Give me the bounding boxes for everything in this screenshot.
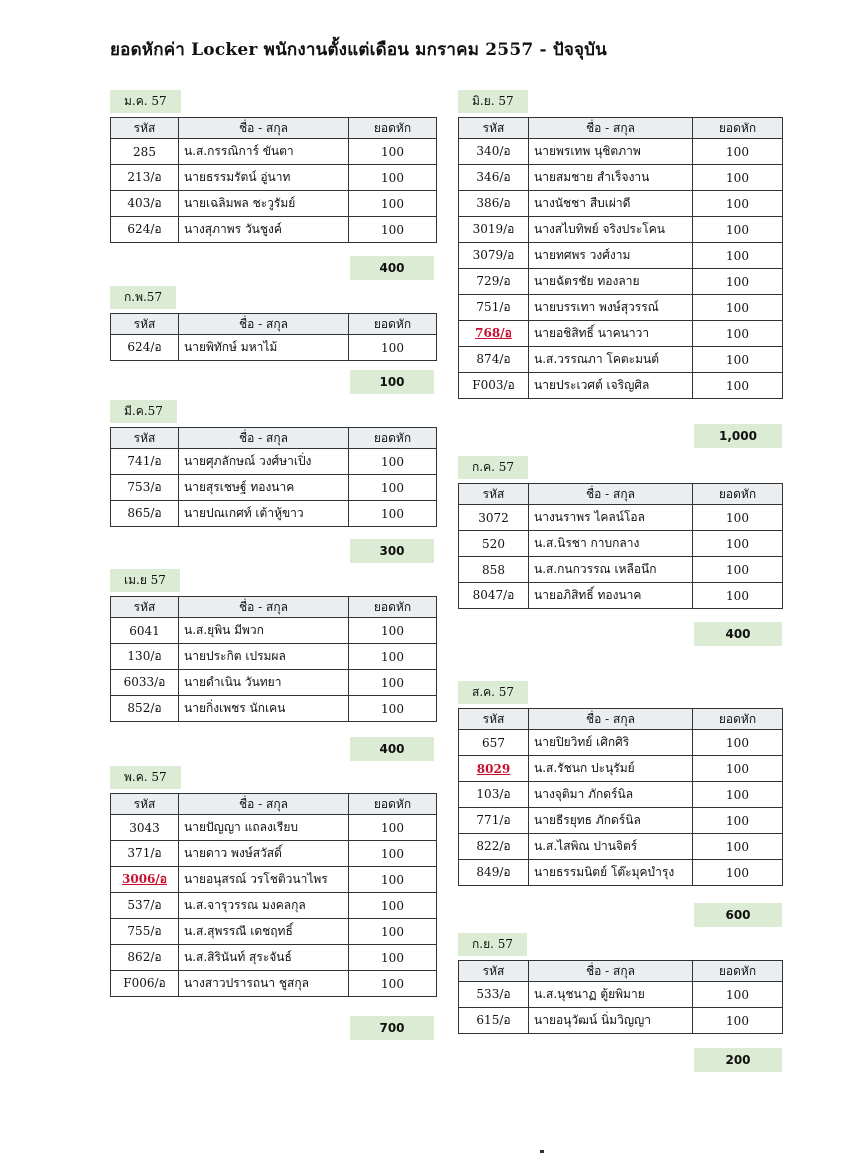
employee-name: นายปัญญา แถลงเรียบ (179, 815, 349, 841)
employee-id: 403/อ (111, 191, 179, 217)
table-row (459, 756, 783, 782)
employee-name: นายอชิสิทธิ์ นาคนาวา (529, 321, 693, 347)
employee-id: 533/อ (459, 982, 529, 1008)
month-block-6 (458, 90, 783, 399)
header-row (111, 118, 437, 139)
employee-id: 615/อ (459, 1008, 529, 1034)
deduction-amount: 100 (693, 165, 783, 191)
employee-name: น.ส.นิรชา กาบกลาง (529, 531, 693, 557)
employee-name: น.ส.ไสพิณ ปานจิตร์ (529, 834, 693, 860)
id-header: รหัส (111, 118, 179, 139)
employee-name: นางสไบทิพย์ จริงประโคน (529, 217, 693, 243)
deduction-amount: 100 (693, 217, 783, 243)
id-header: รหัส (459, 709, 529, 730)
employee-name: น.ส.นุชนาฏ ตู้ยพิมาย (529, 982, 693, 1008)
deduction-amount: 100 (693, 982, 783, 1008)
employee-name: นายบรรเทา พงษ์สุวรรณ์ (529, 295, 693, 321)
amount-header: ยอดหัก (349, 597, 437, 618)
employee-id: 3043 (111, 815, 179, 841)
deduction-amount: 100 (349, 217, 437, 243)
employee-id: 862/อ (111, 945, 179, 971)
ledger-table (110, 427, 437, 527)
employee-name: นายสมชาย สำเร็จงาน (529, 165, 693, 191)
header-row (111, 597, 437, 618)
employee-id: 386/อ (459, 191, 529, 217)
month-total: 1,000 (694, 424, 782, 448)
employee-id: 3079/อ (459, 243, 529, 269)
employee-id: 340/อ (459, 139, 529, 165)
deduction-amount: 100 (693, 347, 783, 373)
name-header: ชื่อ - สกุล (179, 314, 349, 335)
employee-id: F006/อ (111, 971, 179, 997)
table-row (111, 867, 437, 893)
employee-id: 755/อ (111, 919, 179, 945)
employee-id: 753/อ (111, 475, 179, 501)
employee-name: นายปณเกศท์ เต้าหู้ขาว (179, 501, 349, 527)
deduction-amount: 100 (693, 782, 783, 808)
employee-name: น.ส.สุพรรณี เดชฤทธิ์ (179, 919, 349, 945)
employee-name: นายดาว พงษ์สวัสดิ์ (179, 841, 349, 867)
employee-name: น.ส.กนกวรรณ เหลือนึก (529, 557, 693, 583)
table-row (111, 670, 437, 696)
employee-id: 3019/อ (459, 217, 529, 243)
employee-name: นายอนุวัฒน์ นิ่มวิญญา (529, 1008, 693, 1034)
employee-id: 852/อ (111, 696, 179, 722)
header-row (459, 118, 783, 139)
employee-name: นายพรเทพ นุชิตภาพ (529, 139, 693, 165)
deduction-amount: 100 (349, 893, 437, 919)
employee-id: F003/อ (459, 373, 529, 399)
table-row (111, 841, 437, 867)
deduction-amount: 100 (349, 971, 437, 997)
employee-name: นายศุภลักษณ์ วงศ์ษาเปิ่ง (179, 449, 349, 475)
employee-id: 346/อ (459, 165, 529, 191)
scan-mark (540, 1150, 544, 1153)
employee-name: น.ส.สิรินันท์ สุระจันธ์ (179, 945, 349, 971)
table-row (111, 893, 437, 919)
deduction-amount: 100 (693, 531, 783, 557)
deduction-amount: 100 (349, 475, 437, 501)
page-title: ยอดหักค่า Locker พนักงานตั้งแต่เดือน มกราคม 2557 - ปัจจุบัน (110, 40, 607, 60)
employee-name: นายธีรยุทธ ภักดร์นิล (529, 808, 693, 834)
month-total: 700 (350, 1016, 434, 1040)
deduction-amount: 100 (349, 919, 437, 945)
deduction-amount: 100 (349, 670, 437, 696)
employee-id: 657 (459, 730, 529, 756)
deduction-amount: 100 (693, 139, 783, 165)
name-header: ชื่อ - สกุล (529, 118, 693, 139)
deduction-amount: 100 (693, 373, 783, 399)
month-total: 100 (350, 370, 434, 394)
employee-name: นายประเวศต์ เจริญศิล (529, 373, 693, 399)
month-label: เม.ย 57 (110, 569, 180, 592)
name-header: ชื่อ - สกุล (529, 484, 693, 505)
table-row (111, 696, 437, 722)
table-row (459, 860, 783, 886)
month-label: ก.ย. 57 (458, 933, 527, 956)
employee-name: น.ส.จารุวรรณ มงคลกุล (179, 893, 349, 919)
month-total: 400 (350, 737, 434, 761)
id-header: รหัส (111, 428, 179, 449)
table-row (459, 139, 783, 165)
month-total: 300 (350, 539, 434, 563)
table-row (111, 919, 437, 945)
employee-name: นายธรรมนิตย์ โต๊ะมุคบำรุง (529, 860, 693, 886)
employee-id: 6033/อ (111, 670, 179, 696)
amount-header: ยอดหัก (349, 794, 437, 815)
table-row (111, 165, 437, 191)
deduction-amount: 100 (693, 860, 783, 886)
month-label: ส.ค. 57 (458, 681, 528, 704)
amount-header: ยอดหัก (693, 709, 783, 730)
employee-id: 537/อ (111, 893, 179, 919)
employee-name: นายปิยวิทย์ เศิกศิริ (529, 730, 693, 756)
employee-id: 849/อ (459, 860, 529, 886)
name-header: ชื่อ - สกุล (179, 597, 349, 618)
table-row (459, 808, 783, 834)
table-row (111, 618, 437, 644)
table-row (111, 644, 437, 670)
name-header: ชื่อ - สกุล (179, 428, 349, 449)
amount-header: ยอดหัก (693, 961, 783, 982)
deduction-amount: 100 (693, 808, 783, 834)
month-total: 200 (694, 1048, 782, 1072)
month-block-9 (458, 933, 783, 1034)
employee-id: 624/อ (111, 217, 179, 243)
employee-id: 3006/อ (111, 867, 179, 893)
table-row (111, 815, 437, 841)
employee-name: นายเฉลิมพล ชะวูรัมย์ (179, 191, 349, 217)
table-row (459, 373, 783, 399)
employee-name: นายดำเนิน วันทยา (179, 670, 349, 696)
table-row (459, 295, 783, 321)
employee-id: 858 (459, 557, 529, 583)
header-row (459, 484, 783, 505)
table-row (459, 321, 783, 347)
table-row (459, 583, 783, 609)
month-label: มิ.ย. 57 (458, 90, 528, 113)
deduction-amount: 100 (693, 505, 783, 531)
table-row (459, 557, 783, 583)
ledger-table (110, 313, 437, 361)
ledger-table (458, 708, 783, 886)
id-header: รหัส (459, 484, 529, 505)
deduction-amount: 100 (693, 557, 783, 583)
id-header: รหัส (459, 961, 529, 982)
employee-name: นายกิ่งเพชร นักเคน (179, 696, 349, 722)
employee-name: นายพิทักษ์ มหาไม้ (179, 335, 349, 361)
month-block-2 (110, 286, 437, 361)
table-row (459, 217, 783, 243)
table-row (111, 971, 437, 997)
table-row (111, 945, 437, 971)
month-block-8 (458, 681, 783, 886)
employee-id: 520 (459, 531, 529, 557)
ledger-table (458, 117, 783, 399)
deduction-amount: 100 (349, 841, 437, 867)
header-row (459, 961, 783, 982)
employee-id: 768/อ (459, 321, 529, 347)
header-row (111, 314, 437, 335)
employee-id: 8047/อ (459, 583, 529, 609)
ledger-table (110, 117, 437, 243)
ledger-table (110, 596, 437, 722)
employee-name: นายฉัตรชัย ทองลาย (529, 269, 693, 295)
employee-name: น.ส.กรรณิการ์ ขันตา (179, 139, 349, 165)
table-row (111, 217, 437, 243)
table-row (459, 834, 783, 860)
employee-id: 741/อ (111, 449, 179, 475)
amount-header: ยอดหัก (349, 314, 437, 335)
deduction-amount: 100 (349, 501, 437, 527)
deduction-amount: 100 (693, 321, 783, 347)
table-row (459, 347, 783, 373)
month-label: มี.ค.57 (110, 400, 177, 423)
table-row (459, 730, 783, 756)
deduction-amount: 100 (349, 335, 437, 361)
deduction-amount: 100 (693, 191, 783, 217)
table-row (459, 1008, 783, 1034)
name-header: ชื่อ - สกุล (529, 961, 693, 982)
month-block-1 (110, 90, 437, 243)
employee-id: 771/อ (459, 808, 529, 834)
table-row (459, 982, 783, 1008)
deduction-amount: 100 (693, 730, 783, 756)
table-row (459, 269, 783, 295)
employee-id: 371/อ (111, 841, 179, 867)
deduction-amount: 100 (693, 1008, 783, 1034)
deduction-amount: 100 (693, 756, 783, 782)
month-label: ก.ค. 57 (458, 456, 528, 479)
employee-name: นายธรรมรัตน์ อู่นาท (179, 165, 349, 191)
deduction-amount: 100 (693, 295, 783, 321)
employee-id: 103/อ (459, 782, 529, 808)
employee-name: น.ส.ยุพิน มีพวก (179, 618, 349, 644)
table-row (459, 531, 783, 557)
table-row (111, 191, 437, 217)
ledger-table (110, 793, 437, 997)
name-header: ชื่อ - สกุล (179, 794, 349, 815)
header-row (111, 428, 437, 449)
table-row (111, 449, 437, 475)
table-row (111, 335, 437, 361)
table-row (111, 501, 437, 527)
ledger-table (458, 960, 783, 1034)
employee-name: นายอภิสิทธิ์ ทองนาค (529, 583, 693, 609)
table-row (459, 243, 783, 269)
deduction-amount: 100 (693, 243, 783, 269)
employee-name: นางนราพร ไคลน์โอล (529, 505, 693, 531)
amount-header: ยอดหัก (349, 118, 437, 139)
employee-id: 213/อ (111, 165, 179, 191)
month-block-4 (110, 569, 437, 722)
employee-id: 865/อ (111, 501, 179, 527)
employee-name: นางนัชชา สืบเผ่าดี (529, 191, 693, 217)
employee-id: 874/อ (459, 347, 529, 373)
employee-id: 285 (111, 139, 179, 165)
employee-id: 6041 (111, 618, 179, 644)
employee-name: นางจุติมา ภักดร์นิล (529, 782, 693, 808)
employee-name: นางสาวปรารถนา ชูสกุล (179, 971, 349, 997)
employee-name: นายอนุสรณ์ วรโชติวนาไพร (179, 867, 349, 893)
id-header: รหัส (111, 314, 179, 335)
deduction-amount: 100 (693, 834, 783, 860)
deduction-amount: 100 (693, 269, 783, 295)
name-header: ชื่อ - สกุล (529, 709, 693, 730)
month-label: พ.ค. 57 (110, 766, 181, 789)
name-header: ชื่อ - สกุล (179, 118, 349, 139)
deduction-amount: 100 (349, 618, 437, 644)
ledger-table (458, 483, 783, 609)
employee-id: 8029 (459, 756, 529, 782)
month-label: ก.พ.57 (110, 286, 176, 309)
table-row (459, 782, 783, 808)
employee-name: นายสุรเชษฐ์ ทองนาค (179, 475, 349, 501)
table-row (459, 191, 783, 217)
employee-id: 624/อ (111, 335, 179, 361)
id-header: รหัส (459, 118, 529, 139)
month-total: 600 (694, 903, 782, 927)
header-row (111, 794, 437, 815)
deduction-amount: 100 (349, 165, 437, 191)
deduction-amount: 100 (693, 583, 783, 609)
deduction-amount: 100 (349, 191, 437, 217)
month-block-5 (110, 766, 437, 997)
deduction-amount: 100 (349, 449, 437, 475)
month-block-7 (458, 456, 783, 609)
employee-id: 751/อ (459, 295, 529, 321)
employee-name: นายประกิต เปรมผล (179, 644, 349, 670)
employee-name: นางสุภาพร วันชูงค์ (179, 217, 349, 243)
employee-name: นายทศพร วงศ์งาม (529, 243, 693, 269)
employee-name: น.ส.วรรณภา โคตะมนต์ (529, 347, 693, 373)
deduction-amount: 100 (349, 644, 437, 670)
month-label: ม.ค. 57 (110, 90, 181, 113)
employee-id: 3072 (459, 505, 529, 531)
deduction-amount: 100 (349, 867, 437, 893)
table-row (111, 139, 437, 165)
table-row (459, 505, 783, 531)
deduction-amount: 100 (349, 815, 437, 841)
amount-header: ยอดหัก (693, 484, 783, 505)
id-header: รหัส (111, 597, 179, 618)
amount-header: ยอดหัก (349, 428, 437, 449)
header-row (459, 709, 783, 730)
employee-id: 822/อ (459, 834, 529, 860)
employee-id: 729/อ (459, 269, 529, 295)
month-block-3 (110, 400, 437, 527)
table-row (111, 475, 437, 501)
employee-name: น.ส.รัชนก ปะนุรัมย์ (529, 756, 693, 782)
month-total: 400 (350, 256, 434, 280)
amount-header: ยอดหัก (693, 118, 783, 139)
table-row (459, 165, 783, 191)
deduction-amount: 100 (349, 139, 437, 165)
deduction-amount: 100 (349, 696, 437, 722)
id-header: รหัส (111, 794, 179, 815)
month-total: 400 (694, 622, 782, 646)
deduction-amount: 100 (349, 945, 437, 971)
employee-id: 130/อ (111, 644, 179, 670)
